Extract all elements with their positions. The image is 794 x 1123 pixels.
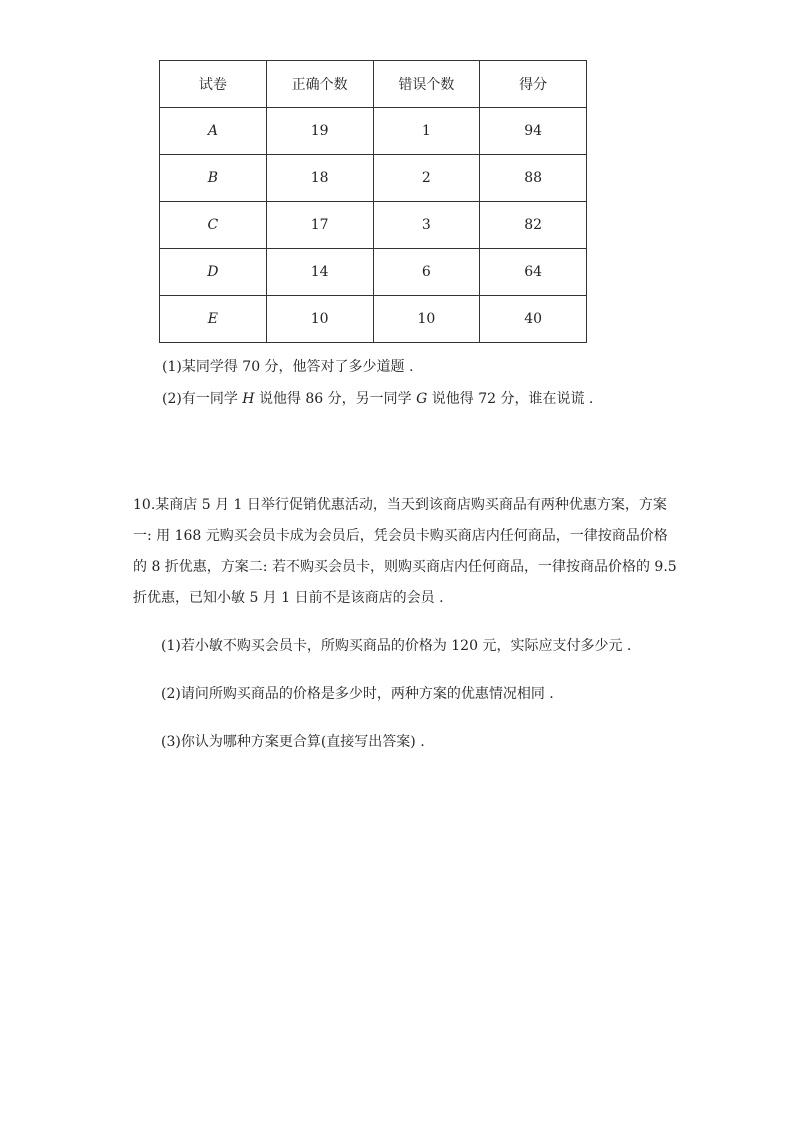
question-10-line-3: 的 8 折优惠，方案二: 若不购买会员卡，则购买商店内任何商品，一律按商品价格的 9.5	[133, 559, 677, 575]
table-cell: C	[160, 202, 267, 249]
header-cell: 正确个数	[266, 61, 373, 108]
question-9-part-2	[162, 388, 593, 408]
table-cell: 14	[266, 249, 373, 296]
question-9-part-2-text: (2)有一同学	[162, 391, 243, 407]
table-cell: 19	[266, 108, 373, 155]
header-cell: 得分	[480, 61, 587, 108]
table-cell: 82	[480, 202, 587, 249]
table-cell: 10	[373, 296, 480, 343]
table-cell: E	[160, 296, 267, 343]
table-cell: 18	[266, 155, 373, 202]
table-cell: A	[160, 108, 267, 155]
score-table	[159, 60, 587, 343]
header-cell: 试卷	[160, 61, 267, 108]
question-10-part-3: (3)你认为哪种方案更合算(直接写出答案) .	[161, 734, 425, 750]
table-cell: 88	[480, 155, 587, 202]
table-cell: 6	[373, 249, 480, 296]
student-h-label: H	[242, 391, 255, 407]
table-row	[160, 155, 587, 202]
table-cell: 17	[266, 202, 373, 249]
table-cell: 40	[480, 296, 587, 343]
table-cell: 3	[373, 202, 480, 249]
table-row	[160, 108, 587, 155]
table-row	[160, 202, 587, 249]
table-cell: B	[160, 155, 267, 202]
question-9-part-2-text: 说他得 72 分，谁在说谎 .	[427, 391, 594, 407]
question-10-part-2: (2)请问所购买商品的价格是多少时，两种方案的优惠情况相同 .	[161, 686, 554, 702]
table-cell: 10	[266, 296, 373, 343]
table-cell: 2	[373, 155, 480, 202]
question-10-line-4: 折优惠，已知小敏 5 月 1 日前不是该商店的会员 .	[133, 590, 444, 606]
table-cell: D	[160, 249, 267, 296]
table-row	[160, 249, 587, 296]
table-cell: 1	[373, 108, 480, 155]
header-cell: 错误个数	[373, 61, 480, 108]
question-9-part-1: (1)某同学得 70 分，他答对了多少道题 .	[162, 359, 414, 375]
table-cell: 94	[480, 108, 587, 155]
question-10-part-1: (1)若小敏不购买会员卡，所购买商品的价格为 120 元，实际应支付多少元 .	[161, 638, 632, 654]
table-header-row	[160, 61, 587, 108]
table-row	[160, 296, 587, 343]
question-10-line-2: 一: 用 168 元购买会员卡成为会员后，凭会员卡购买商店内任何商品，一律按商品价格	[133, 528, 668, 544]
table-cell: 64	[480, 249, 587, 296]
question-9-part-2-text: 说他得 86 分，另一同学	[254, 391, 417, 407]
question-10-line-1: 10.某商店 5 月 1 日举行促销优惠活动，当天到该商店购买商品有两种优惠方案，方案	[133, 497, 667, 513]
student-g-label: G	[416, 391, 428, 407]
